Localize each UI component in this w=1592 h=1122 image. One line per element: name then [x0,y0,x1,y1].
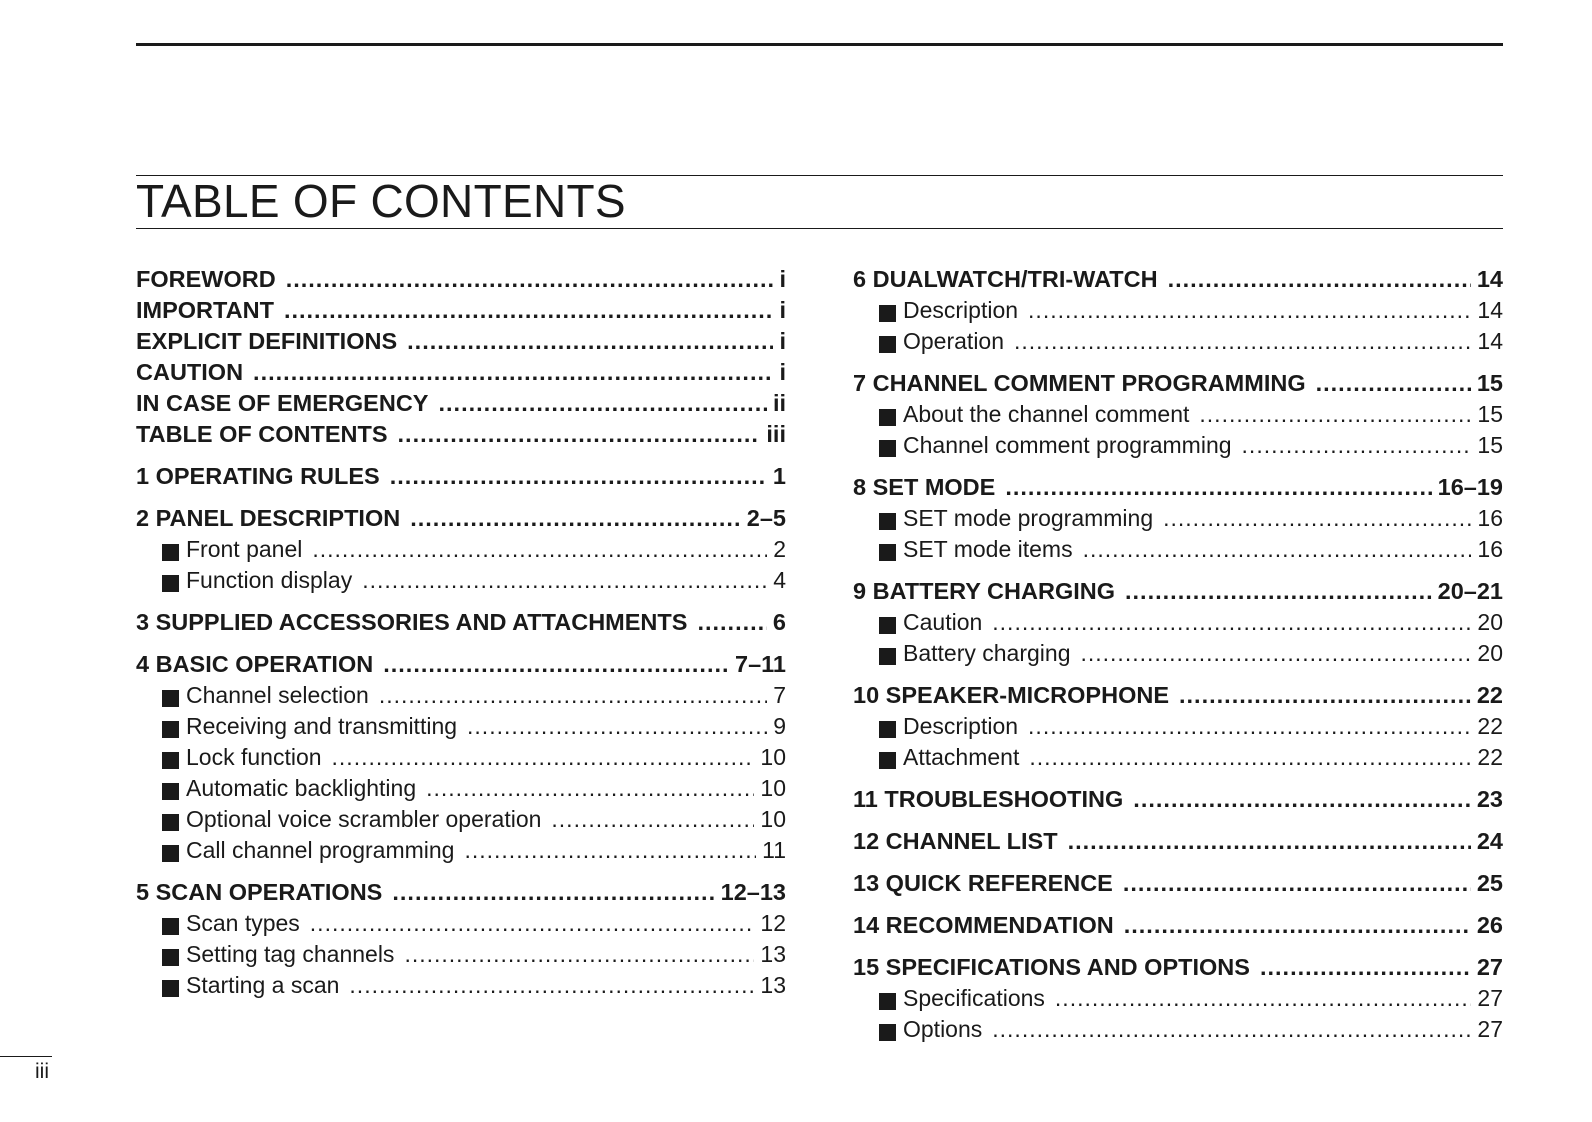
dot-leader [1005,474,1431,501]
toc-entry-label: EXPLICIT DEFINITIONS [136,328,398,354]
toc-section-entry[interactable] [136,390,786,421]
toc-entry-label: 14 RECOMMENDATION [853,912,1114,938]
dot-leader [1260,954,1471,981]
toc-section-entry[interactable] [853,370,1503,401]
square-bullet-icon [879,305,896,322]
toc-subsection-entry[interactable] [853,505,1503,536]
toc-entry-label: SET mode programming [903,505,1154,531]
dot-leader [1123,870,1471,897]
toc-subsection-entry[interactable] [136,567,786,598]
dot-leader [312,536,767,563]
square-bullet-icon [879,648,896,665]
toc-entry-page: 25 [1476,870,1503,896]
toc-entry-page: 13 [760,941,786,967]
toc-entry-page: ii [772,390,786,416]
toc-entry-label: FOREWORD [136,266,276,292]
toc-subsection-entry[interactable] [853,432,1503,463]
toc-entry-page: 20 [1477,609,1503,635]
toc-entry-label: 5 SCAN OPERATIONS [136,879,383,905]
toc-entry-page: 10 [760,744,786,770]
square-bullet-icon [879,1024,896,1041]
toc-entry-label: Front panel [186,536,303,562]
dot-leader [426,775,754,802]
toc-entry-label: Scan types [186,910,300,936]
toc-entry-label: Specifications [903,985,1045,1011]
toc-entry-label: Optional voice scrambler operation [186,806,542,832]
toc-entry-page: 16 [1477,505,1503,531]
dot-leader [1179,682,1471,709]
toc-entry-page: 7–11 [735,651,786,677]
square-bullet-icon [162,690,179,707]
dot-leader [410,505,741,532]
dot-leader [404,941,754,968]
toc-entry-page: 14 [1477,328,1503,354]
square-bullet-icon [879,409,896,426]
dot-leader [464,837,756,864]
toc-section-entry[interactable] [136,505,786,536]
dot-leader [390,463,767,490]
toc-subsection-entry[interactable] [136,941,786,972]
toc-section-entry[interactable] [136,297,786,328]
toc-section-entry[interactable] [136,879,786,910]
toc-section-entry[interactable] [853,682,1503,713]
toc-entry-label: 9 BATTERY CHARGING [853,578,1115,604]
toc-entry-page: 15 [1477,432,1503,458]
toc-subsection-entry[interactable] [136,744,786,775]
toc-section-entry[interactable] [136,328,786,359]
square-bullet-icon [162,980,179,997]
dot-leader [1028,297,1471,324]
title-rule-bottom [136,228,1503,229]
toc-entry-page: 7 [773,682,786,708]
toc-entry-page: 4 [773,567,786,593]
toc-entry-page: 14 [1476,266,1503,292]
toc-section-entry[interactable] [136,609,786,640]
toc-entry-page: 22 [1477,713,1503,739]
header-rule [136,43,1503,46]
toc-section-entry[interactable] [853,578,1503,609]
square-bullet-icon [162,814,179,831]
toc-subsection-entry[interactable] [853,1016,1503,1047]
dot-leader [1083,536,1472,563]
toc-entry-page: 27 [1477,985,1503,1011]
toc-entry-page: 9 [773,713,786,739]
toc-subsection-entry[interactable] [136,972,786,1003]
toc-subsection-entry[interactable] [136,910,786,941]
toc-entry-label: 8 SET MODE [853,474,996,500]
toc-entry-label: 2 PANEL DESCRIPTION [136,505,401,531]
dot-leader [1168,266,1471,293]
square-bullet-icon [162,918,179,935]
toc-right-column [853,266,1503,1047]
toc-entry-label: About the channel comment [903,401,1190,427]
toc-entry-page: 10 [760,806,786,832]
toc-entry-label: Operation [903,328,1005,354]
toc-entry-page: 16–19 [1437,474,1503,500]
dot-leader [407,328,773,355]
dot-leader [392,879,714,906]
dot-leader [467,713,767,740]
toc-entry-page: i [779,266,786,292]
toc-entry-label: TABLE OF CONTENTS [136,421,388,447]
square-bullet-icon [879,336,896,353]
toc-section-entry[interactable] [853,828,1503,859]
toc-entry-label: 13 QUICK REFERENCE [853,870,1113,896]
footer-rule [0,1056,52,1057]
dot-leader [992,1016,1471,1043]
toc-entry-label: 11 TROUBLESHOOTING [853,786,1124,812]
toc-entry-label: SET mode items [903,536,1073,562]
dot-leader [1080,640,1471,667]
square-bullet-icon [162,752,179,769]
square-bullet-icon [879,440,896,457]
dot-leader [697,609,766,636]
toc-entry-label: 3 SUPPLIED ACCESSORIES AND ATTACHMENTS [136,609,688,635]
toc-entry-label: 12 CHANNEL LIST [853,828,1058,854]
dot-leader [310,910,755,937]
toc-entry-label: Options [903,1016,983,1042]
toc-subsection-entry[interactable] [853,744,1503,775]
page-number: iii [35,1060,49,1083]
toc-entry-page: 15 [1477,401,1503,427]
toc-entry-page: 10 [760,775,786,801]
toc-entry-label: Automatic backlighting [186,775,417,801]
toc-subsection-entry[interactable] [136,713,786,744]
square-bullet-icon [879,617,896,634]
toc-entry-page: 27 [1476,954,1503,980]
square-bullet-icon [879,513,896,530]
toc-entry-label: IMPORTANT [136,297,274,323]
toc-subsection-entry[interactable] [853,401,1503,432]
toc-entry-label: Channel comment programming [903,432,1232,458]
toc-entry-label: CAUTION [136,359,244,385]
toc-subsection-entry[interactable] [136,536,786,567]
toc-entry-page: 16 [1477,536,1503,562]
toc-entry-label: 6 DUALWATCH/TRI-WATCH [853,266,1158,292]
toc-entry-label: Channel selection [186,682,369,708]
toc-subsection-entry[interactable] [136,775,786,806]
square-bullet-icon [162,544,179,561]
toc-entry-label: Setting tag channels [186,941,395,967]
toc-entry-label: Function display [186,567,353,593]
dot-leader [383,651,729,678]
dot-leader [1029,744,1471,771]
square-bullet-icon [162,783,179,800]
toc-entry-page: i [779,359,786,385]
dot-leader [362,567,767,594]
dot-leader [1055,985,1471,1012]
square-bullet-icon [162,845,179,862]
square-bullet-icon [879,544,896,561]
toc-subsection-entry[interactable] [853,609,1503,640]
dot-leader [379,682,767,709]
toc-subsection-entry[interactable] [136,682,786,713]
toc-entry-label: 7 CHANNEL COMMENT PROGRAMMING [853,370,1306,396]
toc-entry-label: Attachment [903,744,1020,770]
square-bullet-icon [162,949,179,966]
toc-entry-label: 4 BASIC OPERATION [136,651,374,677]
toc-entry-page: 12 [760,910,786,936]
toc-entry-page: 22 [1476,682,1503,708]
toc-section-entry[interactable] [136,266,786,297]
toc-entry-page: 20 [1477,640,1503,666]
toc-entry-page: 26 [1476,912,1503,938]
page-title: TABLE OF CONTENTS [136,175,626,227]
dot-leader [992,609,1471,636]
dot-leader [438,390,766,417]
dot-leader [1163,505,1471,532]
toc-entry-label: 15 SPECIFICATIONS AND OPTIONS [853,954,1250,980]
dot-leader [1133,786,1471,813]
toc-entry-label: Lock function [186,744,322,770]
toc-entry-label: 10 SPEAKER-MICROPHONE [853,682,1169,708]
toc-entry-page: 11 [762,837,786,863]
dot-leader [1242,432,1472,459]
dot-leader [1068,828,1471,855]
toc-section-entry[interactable] [853,954,1503,985]
dot-leader [1014,328,1471,355]
dot-leader [286,266,774,293]
dot-leader [1124,912,1471,939]
toc-section-entry[interactable] [853,474,1503,505]
toc-subsection-entry[interactable] [853,640,1503,671]
dot-leader [551,806,754,833]
toc-entry-page: iii [766,421,786,447]
toc-entry-page: 12–13 [720,879,786,905]
toc-entry-page: 20–21 [1437,578,1503,604]
square-bullet-icon [879,993,896,1010]
dot-leader [332,744,755,771]
dot-leader [253,359,773,386]
toc-entry-label: Battery charging [903,640,1071,666]
toc-entry-label: IN CASE OF EMERGENCY [136,390,429,416]
toc-entry-page: 27 [1477,1016,1503,1042]
toc-section-entry[interactable] [136,359,786,390]
toc-entry-label: Caution [903,609,983,635]
toc-section-entry[interactable] [853,266,1503,297]
toc-entry-label: Description [903,713,1019,739]
dot-leader [398,421,761,448]
dot-leader [1028,713,1471,740]
toc-entry-page: 2–5 [746,505,786,531]
dot-leader [1125,578,1432,605]
toc-entry-page: 14 [1477,297,1503,323]
toc-entry-page: 24 [1476,828,1503,854]
toc-entry-label: Description [903,297,1019,323]
toc-section-entry[interactable] [853,912,1503,943]
toc-section-entry[interactable] [136,421,786,452]
toc-entry-label: Starting a scan [186,972,340,998]
toc-entry-label: Call channel programming [186,837,455,863]
toc-entry-page: 2 [773,536,786,562]
dot-leader [1199,401,1471,428]
toc-entry-page: 6 [772,609,786,635]
toc-entry-label: Receiving and transmitting [186,713,458,739]
toc-entry-page: 13 [760,972,786,998]
toc-section-entry[interactable] [136,651,786,682]
dot-leader [349,972,754,999]
toc-entry-page: 15 [1476,370,1503,396]
toc-subsection-entry[interactable] [853,328,1503,359]
toc-subsection-entry[interactable] [853,985,1503,1016]
toc-entry-page: i [779,297,786,323]
toc-entry-page: 22 [1477,744,1503,770]
toc-section-entry[interactable] [853,786,1503,817]
toc-left-column [136,266,786,1003]
dot-leader [284,297,774,324]
square-bullet-icon [162,721,179,738]
dot-leader [1316,370,1471,397]
toc-entry-page: i [779,328,786,354]
toc-entry-label: 1 OPERATING RULES [136,463,380,489]
square-bullet-icon [879,721,896,738]
toc-subsection-entry[interactable] [853,536,1503,567]
toc-subsection-entry[interactable] [136,806,786,837]
toc-section-entry[interactable] [136,463,786,494]
toc-section-entry[interactable] [853,870,1503,901]
toc-subsection-entry[interactable] [853,713,1503,744]
toc-entry-page: 23 [1476,786,1503,812]
toc-entry-page: 1 [772,463,786,489]
toc-subsection-entry[interactable] [136,837,786,868]
square-bullet-icon [879,752,896,769]
square-bullet-icon [162,575,179,592]
toc-subsection-entry[interactable] [853,297,1503,328]
